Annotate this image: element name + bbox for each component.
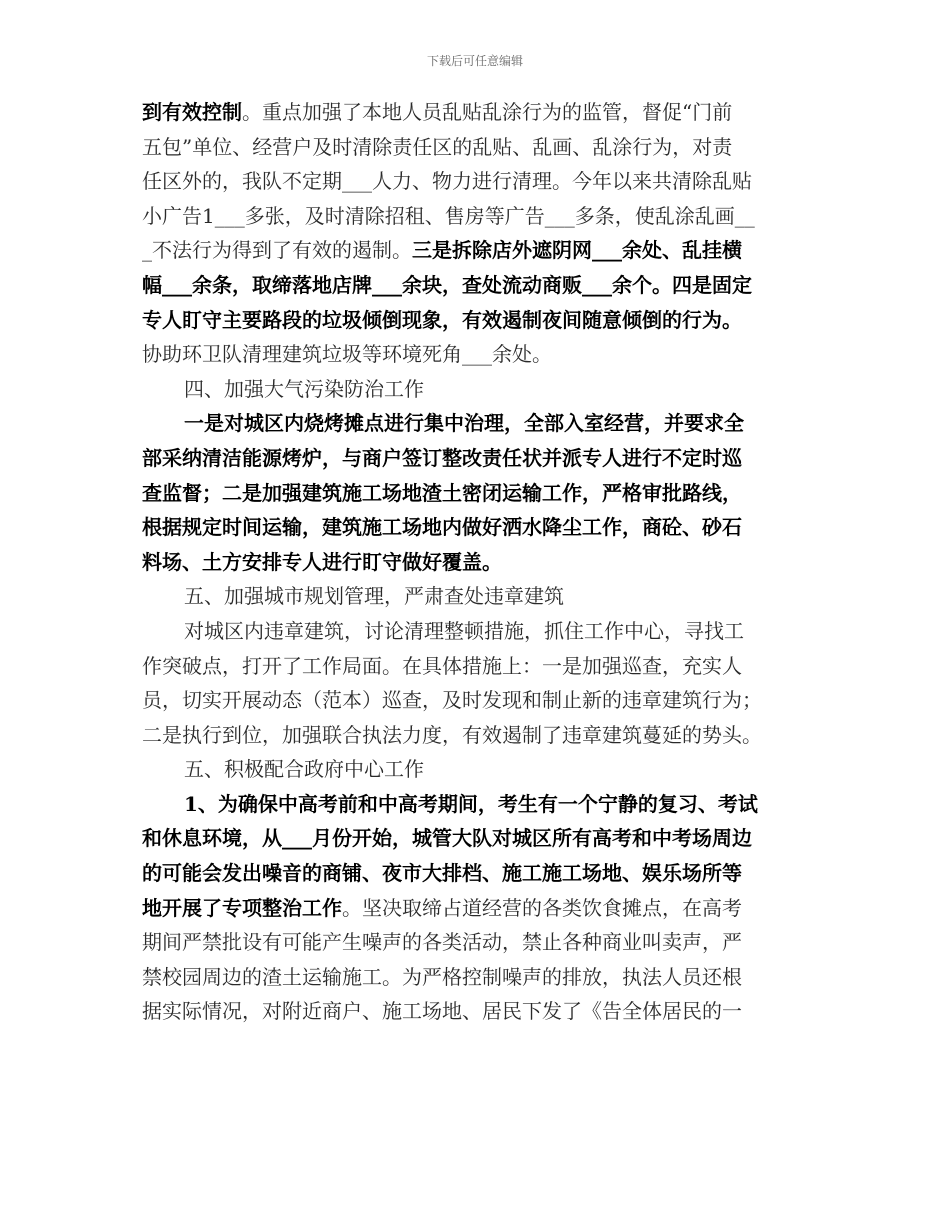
text-line [142,372,822,407]
text-segment: 四、加强大气污染防治工作 [184,376,424,401]
text-line [142,164,822,199]
text-line [142,718,822,753]
text-line [142,476,822,511]
bold-text-segment: 部采纳清洁能源烤炉，与商户签订整改责任状并派专人进行不定时巡 [142,445,742,470]
text-segment: 。重点加强了本地人员乱贴乱涂行为的监管，督促“门前 [242,100,733,124]
text-line [142,199,822,234]
text-line [142,406,822,441]
text-line [142,856,822,891]
text-line [142,579,822,614]
text-line [142,891,822,926]
text-segment: 据实际情况，对附近商户、施工场地、居民下发了《告全体居民的一 [142,999,742,1024]
text-line [142,130,822,165]
bold-text-segment: 和休息环境，从___月份开始，城管大队对城区所有高考和中考场周边 [142,826,752,851]
text-segment: 作突破点，打开了工作局面。在具体措施上：一是加强巡查，充实人 [142,653,742,678]
document-body [142,95,822,1029]
bold-text-segment: 一是对城区内烧烤摊点进行集中治理，全部入室经营，并要求全 [184,411,744,436]
text-line [142,95,822,130]
text-line [142,614,822,649]
text-segment: 小广告1___多张，及时清除招租、售房等广告___多条，使乱涂乱画__ [142,203,755,228]
text-segment: 对城区内违章建筑，讨论清理整顿措施，抓住工作中心，寻找工 [184,618,744,643]
bold-text-segment: 幅___余条，取缔落地店牌___余块，查处流动商贩___余个。四是固定 [142,272,752,297]
text-segment: 员，切实开展动态（范本）巡查，及时发现和制止新的违章建筑行为； [142,688,762,713]
text-line [142,545,822,580]
text-line [142,752,822,787]
bold-text-segment: 到有效控制 [142,100,242,124]
text-line [142,268,822,303]
text-line [142,960,822,995]
text-line [142,821,822,856]
text-segment: _不法行为得到了有效的遏制。 [142,238,412,263]
text-line [142,925,822,960]
bold-text-segment: 根据规定时间运输，建筑施工场地内做好洒水降尘工作，商砼、砂石 [142,515,742,540]
bold-text-segment: 三是拆除店外遮阴网___余处、乱挂横 [412,238,742,263]
text-line [142,649,822,684]
text-segment: 协助环卫队清理建筑垃圾等环境死角___余处。 [142,342,552,367]
text-segment: 五、积极配合政府中心工作 [184,757,424,782]
text-segment: 期间严禁批设有可能产生噪声的各类活动，禁止各种商业叫卖声，严 [142,930,742,955]
text-segment: 禁校园周边的渣土运输施工。为严格控制噪声的排放，执法人员还根 [142,964,742,989]
text-line [142,233,822,268]
bold-text-segment: 专人盯守主要路段的垃圾倾倒现象，有效遏制夜间随意倾倒的行为。 [142,307,742,332]
text-line [142,510,822,545]
text-line [142,303,822,338]
bold-text-segment: 地开展了专项整治工作 [142,895,342,920]
text-segment: 二是执行到位，加强联合执法力度，有效遏制了违章建筑蔓延的势头。 [142,722,762,747]
text-line [142,441,822,476]
text-line [142,994,822,1029]
text-line [142,337,822,372]
bold-text-segment: 料场、土方安排专人进行盯守做好覆盖。 [142,549,502,574]
bold-text-segment: 查监督；二是加强建筑施工场地渣土密闭运输工作，严格审批路线， [142,480,742,505]
text-segment: 任区外的，我队不定期___人力、物力进行清理。今年以来共清除乱贴 [142,169,752,194]
text-line [142,683,822,718]
text-segment: 五包”单位、经营户及时清除责任区的乱贴、乱画、乱涂行为，对责 [142,134,733,159]
text-segment: 五、加强城市规划管理，严肃查处违章建筑 [184,584,564,609]
bold-text-segment: 1、为确保中高考前和中高考期间，考生有一个宁静的复习、考试 [184,791,758,816]
page-header: 下载后可任意编辑 [426,54,523,68]
text-line [142,787,822,822]
bold-text-segment: 的可能会发出噪音的商铺、夜市大排档、施工施工场地、娱乐场所等 [142,861,742,886]
text-segment: 。坚决取缔占道经营的各类饮食摊点，在高考 [342,895,742,920]
